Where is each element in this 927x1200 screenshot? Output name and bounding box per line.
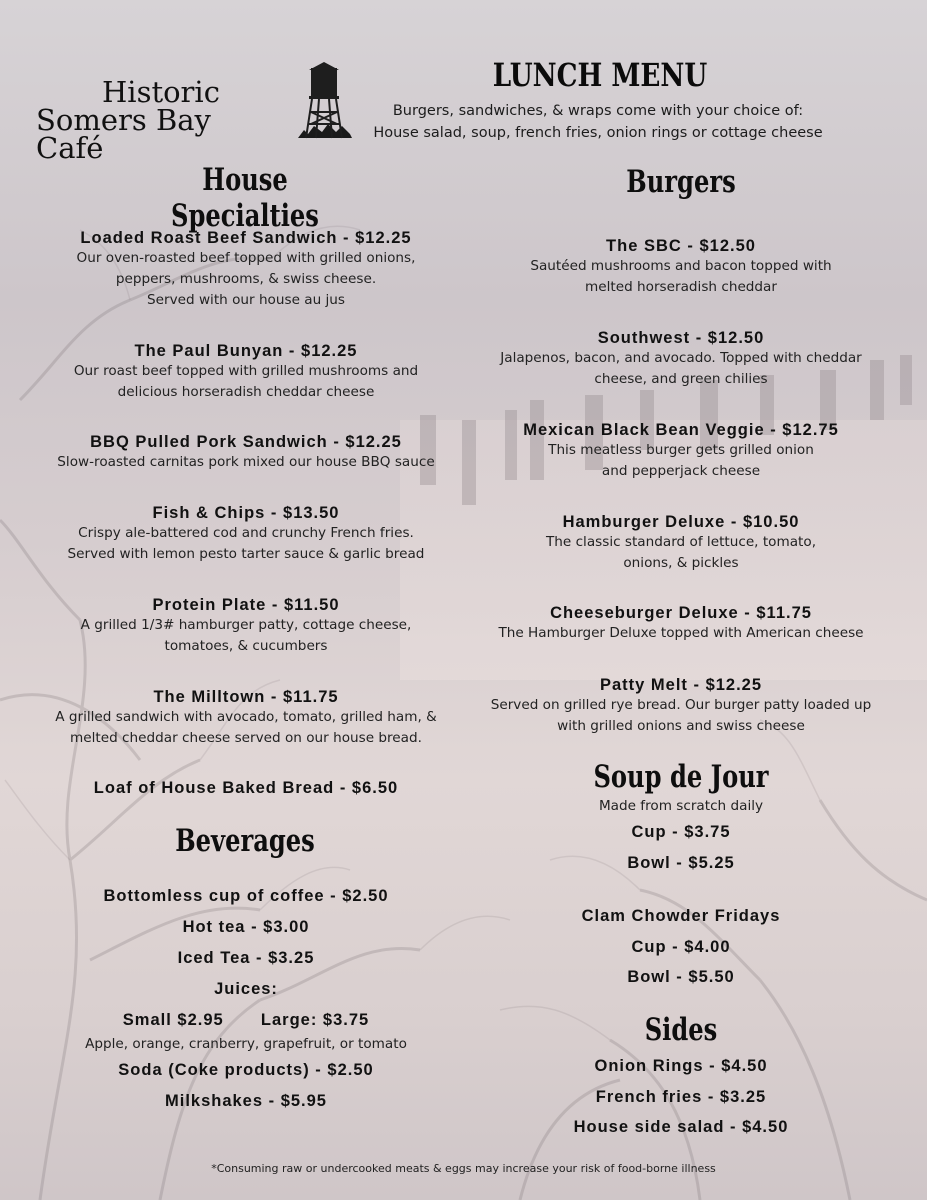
item-desc xyxy=(40,523,452,565)
item-name: Protein Plate - $11.50 xyxy=(152,596,340,614)
side-french-fries: French fries - $3.25 xyxy=(595,1088,767,1106)
desc-line: and pepperjack cheese xyxy=(601,463,761,479)
item-name: Loaf of House Baked Bread - $6.50 xyxy=(93,779,399,797)
item-name: The Paul Bunyan - $12.25 xyxy=(134,342,358,360)
beverage-juices-label: Juices: xyxy=(214,980,278,998)
item-desc xyxy=(476,695,886,737)
desc-line: Sautéed mushrooms and bacon topped with xyxy=(530,258,832,274)
menu-item xyxy=(40,779,452,798)
desc-line: cheese, and green chilies xyxy=(594,371,768,387)
desc-line: A grilled sandwich with avocado, tomato, grilled ham, & xyxy=(55,709,437,725)
cafe-logo-text xyxy=(36,75,286,165)
burgers-heading: Burgers xyxy=(626,164,736,200)
menu-subtitle xyxy=(340,100,856,144)
desc-line: melted horseradish cheddar xyxy=(585,279,777,295)
beverage-iced-tea: Iced Tea - $3.25 xyxy=(177,949,315,967)
item-desc xyxy=(476,623,886,644)
menu-item xyxy=(476,513,886,574)
desc-line: Crispy ale-battered cod and crunchy French fries. xyxy=(78,525,414,541)
item-name: Fish & Chips - $13.50 xyxy=(152,504,340,522)
desc-line: delicious horseradish cheddar cheese xyxy=(117,384,375,400)
menu-item xyxy=(476,237,886,298)
item-desc xyxy=(40,248,452,311)
desc-line: onions, & pickles xyxy=(623,555,739,571)
logo-line-cafe-name: Somers Bay Café xyxy=(36,103,211,165)
house-specialties-heading: House Specialties xyxy=(171,162,319,234)
chowder-cup: Cup - $4.00 xyxy=(631,938,731,956)
desc-line: This meatless burger gets grilled onion xyxy=(548,442,814,458)
beverage-juice-sizes xyxy=(40,1011,452,1030)
menu-item xyxy=(40,504,452,565)
menu-item xyxy=(476,676,886,737)
desc-line: melted cheddar cheese served on our house bread. xyxy=(70,730,422,746)
soup-bowl: Bowl - $5.25 xyxy=(627,854,735,872)
item-desc xyxy=(476,348,886,390)
item-desc xyxy=(40,615,452,657)
clam-chowder-heading: Clam Chowder Fridays xyxy=(581,907,781,925)
item-desc xyxy=(40,361,452,403)
menu-title: LUNCH MENU xyxy=(492,56,708,94)
food-safety-disclaimer: *Consuming raw or undercooked meats & eggs may increase your risk of food-borne illness xyxy=(211,1162,716,1175)
menu-item xyxy=(40,229,452,311)
desc-line: tomatoes, & cucumbers xyxy=(164,638,328,654)
desc-line: Served on grilled rye bread. Our burger patty loaded up xyxy=(490,697,872,713)
desc-line: Served with our house au jus xyxy=(147,292,345,308)
desc-line: Served with lemon pesto tarter sauce & garlic bread xyxy=(67,546,425,562)
juice-large-price: Large: $3.75 xyxy=(260,1011,370,1029)
item-desc xyxy=(476,532,886,574)
beverage-coffee: Bottomless cup of coffee - $2.50 xyxy=(103,887,389,905)
item-desc xyxy=(476,440,886,482)
soup-cup: Cup - $3.75 xyxy=(631,823,731,841)
logo-line-historic: Historic xyxy=(102,75,220,109)
beverages-heading: Beverages xyxy=(175,823,315,859)
beverage-soda: Soda (Coke products) - $2.50 xyxy=(118,1061,374,1079)
desc-line: A grilled 1/3# hamburger patty, cottage cheese, xyxy=(80,617,412,633)
item-name: BBQ Pulled Pork Sandwich - $12.25 xyxy=(90,433,402,451)
item-name: The SBC - $12.50 xyxy=(606,237,756,255)
item-desc xyxy=(40,707,452,749)
soup-heading: Soup de Jour xyxy=(593,759,769,795)
item-name: Cheeseburger Deluxe - $11.75 xyxy=(550,604,812,622)
beverage-milkshakes: Milkshakes - $5.95 xyxy=(164,1092,327,1110)
desc-line: The Hamburger Deluxe topped with American cheese xyxy=(498,625,864,641)
desc-line: Jalapenos, bacon, and avocado. Topped with cheddar xyxy=(500,350,862,366)
menu-item xyxy=(40,433,452,473)
menu-item xyxy=(476,604,886,644)
item-name: Mexican Black Bean Veggie - $12.75 xyxy=(523,421,839,439)
menu-item xyxy=(40,688,452,749)
menu-item xyxy=(476,421,886,482)
item-name: Loaded Roast Beef Sandwich - $12.25 xyxy=(80,229,412,247)
desc-line: Our oven-roasted beef topped with grilled onions, xyxy=(76,250,416,266)
side-onion-rings: Onion Rings - $4.50 xyxy=(594,1057,768,1075)
desc-line: Slow-roasted carnitas pork mixed our house BBQ sauce xyxy=(57,454,435,470)
desc-line: peppers, mushrooms, & swiss cheese. xyxy=(115,271,377,287)
item-name: Hamburger Deluxe - $10.50 xyxy=(562,513,800,531)
sides-heading: Sides xyxy=(644,1012,718,1048)
item-name: The Milltown - $11.75 xyxy=(153,688,339,706)
side-house-salad: House side salad - $4.50 xyxy=(573,1118,789,1136)
chowder-bowl: Bowl - $5.50 xyxy=(627,968,735,986)
juice-flavors: Apple, orange, cranberry, grapefruit, or tomato xyxy=(85,1036,407,1052)
subtitle-line-2: House salad, soup, french fries, onion rings or cottage cheese xyxy=(373,125,823,141)
desc-line: with grilled onions and swiss cheese xyxy=(557,718,805,734)
juice-small-price: Small $2.95 xyxy=(122,1011,224,1029)
subtitle-line-1: Burgers, sandwiches, & wraps come with your choice of: xyxy=(392,103,804,119)
desc-line: Our roast beef topped with grilled mushrooms and xyxy=(73,363,419,379)
beverage-hot-tea: Hot tea - $3.00 xyxy=(182,918,310,936)
soup-note: Made from scratch daily xyxy=(598,798,764,814)
menu-item xyxy=(40,596,452,657)
item-name: Patty Melt - $12.25 xyxy=(599,676,763,694)
item-name: Southwest - $12.50 xyxy=(597,329,765,347)
menu-item xyxy=(40,342,452,403)
desc-line: The classic standard of lettuce, tomato, xyxy=(545,534,817,550)
item-desc xyxy=(476,256,886,298)
menu-item xyxy=(476,329,886,390)
item-desc xyxy=(40,452,452,473)
